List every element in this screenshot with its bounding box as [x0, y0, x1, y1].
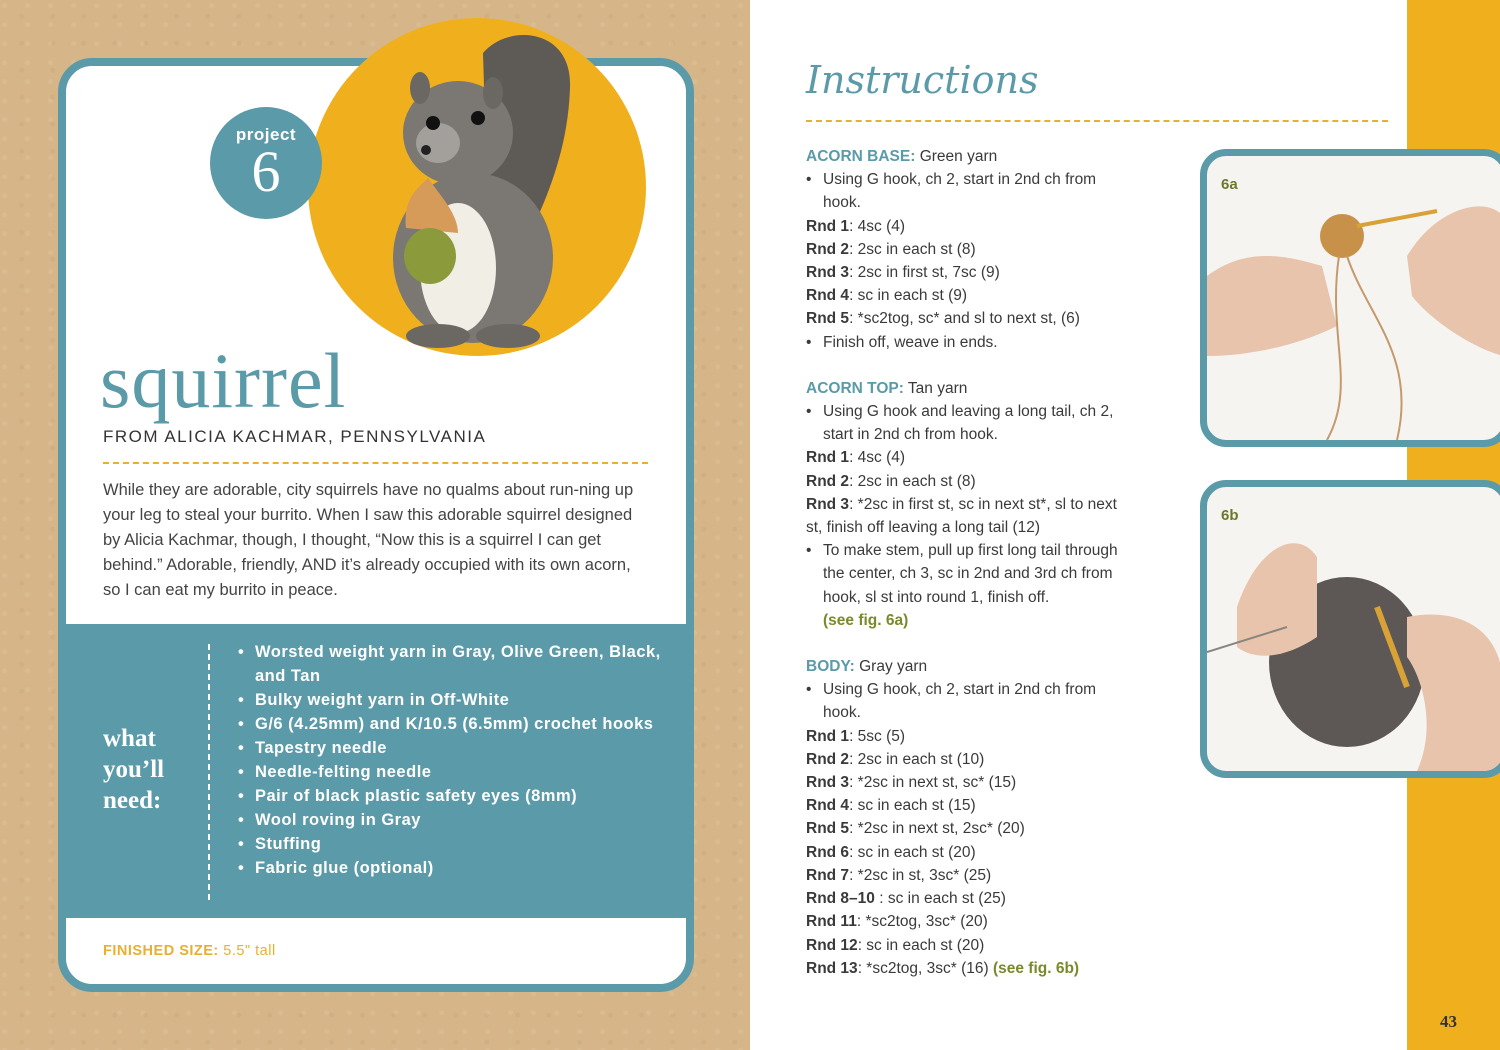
- squirrel-photo: [308, 18, 646, 356]
- list-item: • Using G hook, ch 2, start in 2nd ch from hook.: [806, 678, 1166, 724]
- round-row: Rnd 5: *2sc in next st, 2sc* (20): [806, 820, 1025, 838]
- list-item: • Fabric glue (optional): [238, 856, 678, 880]
- list-item: • Finish off, weave in ends.: [806, 331, 1166, 354]
- list-item: • To make stem, pull up first long tail through the center, ch 3, sc in 2nd and 3rd ch from hook, sl st into round 1, finish off.: [806, 539, 1166, 609]
- round-row-continued: st, finish off leaving a long tail (12): [806, 519, 1041, 537]
- intro-paragraph: While they are adorable, city squirrels have no qualms about run-ning up your leg to steal your burrito. When I saw this adorable squirrel designed by Alicia Kachmar, though, I thought, “Now this is a squirrel I can get behind.” Adorable, friendly, AND it’s already occupied with its own acorn, so I can eat my burrito in peace.: [103, 481, 634, 599]
- round-row: Rnd 4: sc in each st (15): [806, 797, 976, 815]
- round-row: Rnd 12: sc in each st (20): [806, 936, 985, 954]
- figure-6a: [1200, 149, 1500, 447]
- list-item: • Tapestry needle: [238, 736, 678, 760]
- section-heading-acorn-top: ACORN TOP: Tan yarn: [806, 379, 968, 397]
- round-row: Rnd 3: 2sc in first st, 7sc (9): [806, 264, 1000, 282]
- list-item: • Using G hook and leaving a long tail, ch 2, start in 2nd ch from hook.: [806, 400, 1166, 446]
- project-title: squirrel: [100, 337, 347, 424]
- round-row: Rnd 3: *2sc in first st, sc in next st*, sl to next: [806, 495, 1117, 513]
- badge-label: project: [235, 125, 297, 144]
- materials-dashed-divider: [208, 644, 210, 900]
- round-row: Rnd 1: 5sc (5): [806, 727, 906, 745]
- finished-size: FINISHED SIZE: 5.5" tall: [103, 943, 276, 959]
- materials-list: [238, 640, 678, 880]
- list-item: • Pair of black plastic safety eyes (8mm): [238, 784, 678, 808]
- round-row: Rnd 2: 2sc in each st (8): [806, 240, 976, 258]
- figure-6a-photo: [1207, 156, 1500, 440]
- list-item: • Bulky weight yarn in Off-White: [238, 688, 678, 712]
- round-row: Rnd 1: 4sc (4): [806, 217, 906, 235]
- round-row: Rnd 11: *sc2tog, 3sc* (20): [806, 913, 988, 931]
- instructions-title: Instructions: [806, 58, 1039, 102]
- figure-6b-photo: [1207, 487, 1500, 771]
- round-row: Rnd 5: *sc2tog, sc* and sl to next st, (6): [806, 310, 1080, 328]
- list-item: • Worsted weight yarn in Gray, Olive Green, Black, and Tan: [238, 640, 678, 688]
- list-item: • G/6 (4.25mm) and K/10.5 (6.5mm) crochet hooks: [238, 712, 678, 736]
- what-youll-need-heading: what you’ll need:: [103, 725, 165, 814]
- round-row: Rnd 6: sc in each st (20): [806, 843, 976, 861]
- round-row: Rnd 8–10 : sc in each st (25): [806, 890, 1006, 908]
- page-number: 43: [1440, 1012, 1457, 1031]
- list-item: • Wool roving in Gray: [238, 808, 678, 832]
- round-row: Rnd 4: sc in each st (9): [806, 287, 968, 305]
- figure-6b: [1200, 480, 1500, 778]
- round-row: Rnd 2: 2sc in each st (10): [806, 750, 985, 768]
- designer-byline: FROM ALICIA KACHMAR, PENNSYLVANIA: [103, 427, 487, 446]
- round-row: Rnd 7: *2sc in st, 3sc* (25): [806, 866, 992, 884]
- figure-label: 6b: [1221, 507, 1239, 524]
- list-item: • Needle-felting needle: [238, 760, 678, 784]
- project-badge: [210, 107, 322, 219]
- round-row: Rnd 3: *2sc in next st, sc* (15): [806, 774, 1017, 792]
- round-row: Rnd 13: *sc2tog, 3sc* (16) (see fig. 6b): [806, 959, 1080, 977]
- list-item: • Using G hook, ch 2, start in 2nd ch from hook.: [806, 168, 1166, 214]
- round-row: Rnd 2: 2sc in each st (8): [806, 472, 976, 490]
- list-item: • Stuffing: [238, 832, 678, 856]
- see-fig-6a-link: (see fig. 6a): [823, 611, 909, 629]
- badge-number: 6: [251, 139, 281, 204]
- section-heading-body: BODY: Gray yarn: [806, 658, 928, 676]
- figure-label: 6a: [1221, 176, 1238, 193]
- dashed-divider: [103, 462, 648, 464]
- see-fig-6b-link: (see fig. 6b): [992, 959, 1080, 977]
- instructions-dashed-divider: [806, 120, 1388, 122]
- instructions-body: [806, 145, 1166, 980]
- round-row: Rnd 1: 4sc (4): [806, 449, 906, 467]
- section-heading-acorn-base: ACORN BASE: Green yarn: [806, 148, 998, 165]
